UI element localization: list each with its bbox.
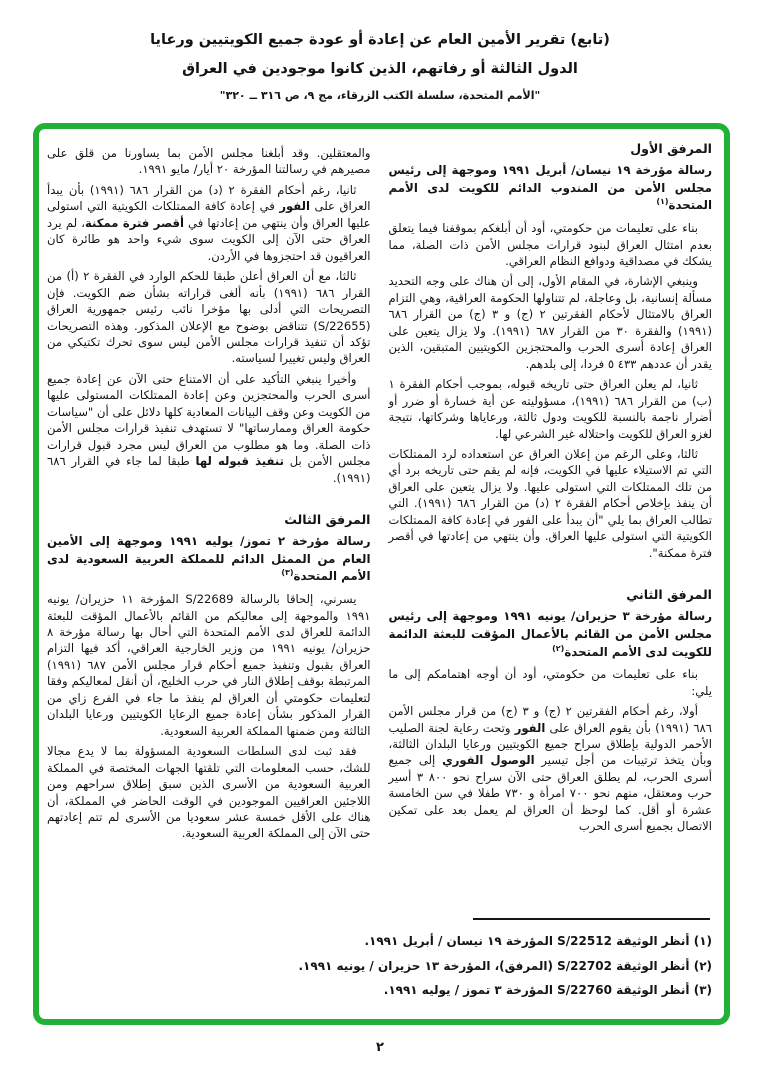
text-run: بناء على تعليمات من حكومتي، أود أن أوجه اهتمامكم إلى ما يلي: (388, 667, 712, 698)
text-run: ثانيا، رغم أحكام الفقرة ٢ (د) من القرار ٦٨٦ (١٩٩١) بأن يبدأ العراق على (47, 182, 371, 214)
footnote-reference-marker: (٢) (552, 643, 565, 653)
column-left (47, 141, 371, 913)
text-run: رسالة مؤرخة ٣ حزيران/ يونيه ١٩٩١ وموجهة إلى رئيس مجلس الأمن من القائم بالأعمال المؤقت للبعثة الدائمة للكويت لدى الأمم المتحدة (388, 609, 712, 659)
header-title-line-1: (تابع) تقرير الأمين العام عن إعادة أو عودة جميع الكويتيين ورعايا (150, 32, 610, 48)
text-run: يسرني، إلحاقا بالرسالة S/22689 المؤرخة ١١ حزيران/ يونيه ١٩٩١ والموجهة إلى معاليكم من القائم بالأعمال المؤقت للبعثة الدائمة للعراق لدى الأمم المتحدة التي أحال بها رسالة مؤرخة ٨ حزيران/ يونيه ١٩٩١ من وزير الخارجية العراقي، أكد فيها التزام العراق بقبول وتنفيذ جميع أحكام قرار مجلس الأمن ٦٨٧ (١٩٩١) المرتبطة بوقف إطلاق النار في حرب الخليج، أن أنقل لمعاليكم وفقا لتعليمات حكومتي أن العراق لم ينفذ ما جاء في الفرع زاي من القرار المذكور بشأن إعادة جميع الرعايا الكويتيين ورعايا البلدان الثالثة ومن ضمنها المملكة العربية السعودية. (47, 592, 371, 738)
text-run: ثالثا، وعلى الرغم من إعلان العراق عن استعداده لرد الممتلكات التي تم الاستيلاء عليها في الكويت، فإنه لم يقم حتى تاريخه برد أي من تلك الممتلكات التي استولى عليها. ولا يزال يتعين على العراق أن ينفذ بإخلاص أحكام الفقرة ٢ (د) من القرار ٦٨٦ (١٩٩١). التي تطالب العراق بما يلي "أن يبدأ على الفور في إعادة كافة الممتلكات الكويتية التي استولى عليها العراق. وأن ينتهي من إعادتها في أقصر فترة ممكنة". (388, 446, 712, 560)
body-paragraph (389, 446, 713, 561)
page-number: ٢ (376, 1040, 384, 1055)
body-paragraph (389, 273, 713, 372)
letter-heading (389, 162, 713, 215)
text-run: والمعتقلين. وقد أبلغنا مجلس الأمن بما يساورنا من قلق على مصيرهم في رسالتنا المؤرخة ٢٠ أيار/ مايو ١٩٩١. (47, 146, 371, 177)
footnote-list (51, 929, 712, 1003)
body-paragraph (389, 376, 713, 442)
body-paragraph (47, 182, 371, 264)
body-paragraph (47, 371, 371, 486)
two-column-text-area (47, 141, 712, 913)
text-run: وأخيرا ينبغي التأكيد على أن الامتناع حتى الآن عن إعادة جميع أسرى الحرب والمحتجزين وعن إعادة الممتلكات المستولى عليها من الكويت وعن وقف البيانات المعادية كلها دلائل على أن "سياسات حكومة العراق وممارساتها" لا تستهدف تنفيذ قرارات مجلس الأمن ذات الصلة. وما هو مطلوب من العراق ليس مجرد قبول قرارات مجلس الأمن بل (47, 371, 371, 469)
footnote-item: (١) أنظر الوثيقة S/22512 المؤرخة ١٩ نيسان / أبريل ١٩٩١. (364, 934, 712, 949)
text-run: تنفيذ قبوله لها (195, 454, 284, 469)
text-run: أقصر فترة ممكنة (84, 215, 184, 230)
footnote-item: (٢) أنظر الوثيقة S/22702 (المرفق)، المؤرخة ١٣ حزيران / يونيه ١٩٩١. (298, 958, 712, 973)
text-run: فقد ثبت لدى السلطات السعودية المسؤولة بما لا يدع مجالا للشك، حسب المعلومات التي تلقتها الجهات المختصة في المملكة العربية السعودية من الأسرى الذين سبق إطلاق سراحهم ومن اللاجئين العراقيين الموجودين في الوقت الحاضر في المملكة، أن هناك على الأقل خمسة عشر سعوديا من الأسرى لم تتم إعادتهم حتى الآن إلى المملكة العربية السعودية. (47, 744, 371, 841)
header-title-line-2: الدول الثالثة أو رفاتهم، الذين كانوا موجودين في العراق (182, 61, 578, 77)
body-paragraph (389, 666, 713, 699)
annex-heading: المرفق الأول (630, 141, 712, 156)
body-paragraph (47, 591, 371, 739)
column-right (389, 141, 713, 913)
body-paragraph (47, 743, 371, 842)
text-run: ، لم يرد العراق حتى الآن إلى الكويت سوى شيء واحد هو طائرة كان العراقيون قد احتجزوها في الأردن. (47, 215, 371, 263)
footnote-separator-rule (473, 918, 710, 920)
text-run: بناء على تعليمات من حكومتي، أود أن أبلغكم بموقفنا فيما يتعلق بعدم امتثال العراق لبنود قرارات مجلس الأمن ذات الصلة، مما يشكك في مصداقية ودوافع النظام العراقي. (388, 221, 712, 268)
text-run: الوصول الفوري (442, 753, 535, 768)
text-run: ثانيا، لم يعلن العراق حتى تاريخه قبوله، بموجب أحكام الفقرة ١ (ب) من القرار ٦٨٦ (١٩٩١)، مسؤوليته عن أية خسارة أو ضرر أو أضرار ناجمة بالنسبة للكويت ودول ثالثة، ورعاياها وشركاتها، نتيجة لغزو العراق للكويت واحتلاله غير الشرعي لها. (388, 377, 712, 441)
footnote-item: (٣) أنظر الوثيقة S/22760 المؤرخة ٣ تموز / يوليه ١٩٩١. (383, 983, 712, 998)
green-border-frame (33, 123, 730, 1025)
text-run: أولا، رغم أحكام الفقرتين ٢ (ج) و ٣ (ج) من قرار مجلس الأمن ٦٨٦ (١٩٩١) بأن يقوم العراق على (388, 704, 712, 735)
header-source-citation: "الأمم المتحدة، سلسلة الكتب الزرقاء، مج ٩، ص ٣١٦ ــ ٣٢٠" (219, 89, 541, 102)
text-run: طبقا لما جاء في القرار ٦٨٦ (١٩٩١). (47, 454, 371, 485)
body-paragraph (47, 268, 371, 367)
body-paragraph (389, 220, 713, 269)
body-paragraph (389, 703, 713, 835)
text-run: إلى جميع أسرى الحرب، لم يطلق العراق حتى الآن سراح نحو ٣ ٨٠٠ أسير حرب ومعتقل، منهم نحو ٧٠٠ امرأة و ٧٣٠ طفلا في سن الخامسة عشرة أو أقل. كما لوحظ أن العراق لم يعمل بعد على تمكين الاتصال بجميع أسرى الحرب (388, 753, 712, 834)
footnote-reference-marker: (٣) (281, 568, 294, 578)
text-run: الفور (279, 199, 310, 214)
text-run: في إعادة كافة الممتلكات الكويتية التي استولى عليها العراق وأن ينتهي من إعادتها في (47, 199, 371, 230)
annex-heading: المرفق الثالث (284, 512, 371, 528)
letter-heading (389, 608, 713, 661)
text-run: الفور (514, 720, 546, 735)
letter-heading (47, 533, 371, 586)
text-run: رسالة مؤرخة ٢ تموز/ يوليه ١٩٩١ وموجهة إلى الأمين العام من الممثل الدائم للمملكة العربية السعودية لدى الأمم المتحدة (47, 534, 371, 584)
text-run: رسالة مؤرخة ١٩ نيسان/ أبريل ١٩٩١ وموجهة إلى رئيس مجلس الأمن من المندوب الدائم للكويت لدى الأمم المتحدة (388, 163, 712, 213)
footnotes-section (51, 918, 712, 1003)
text-run: وتحت رعاية لجنة الصليب الأحمر الدولية بإطلاق سراح جميع الكويتيين ورعايا البلدان الثالثة، وبأن يتخذ ترتيبات من أجل تيسير (388, 720, 712, 768)
annex-heading: المرفق الثاني (626, 587, 712, 603)
page-header (0, 26, 760, 102)
text-run: ثالثا، مع أن العراق أعلن طبقا للحكم الوارد في الفقرة ٢ (أ) من القرار ٦٨٦ (١٩٩١) بأنه ألغى قراراته بشأن ضم الكويت. فإن التصريحات التي أدلى بها مؤخرا نائب رئيس جمهورية العراق (S/22655) تتناقض بوضوح مع الإعلان المذكور. وهذه التصريحات تؤكد أن تنفيذ قرارات مجلس الأمن ليس سوى تحرك تكتيكي من العراق وليس تغييرا لسياسته. (47, 269, 371, 366)
footnote-reference-marker: (١) (656, 197, 669, 207)
body-paragraph (47, 145, 371, 178)
text-run: وينبغي الإشارة، في المقام الأول، إلى أن هناك على وجه التحديد مسألة إنسانية، بل وعاجلة، لم تتناولها الحكومة العراقية، وهي التزام العراق بالامتثال لأحكام الفقرتين ٢ (ج) و ٣ (ج) من القرار ٦٨٦ (١٩٩١) والفقرة ٣٠ من القرار ٦٨٧ (١٩٩١). ولا يزال يتعين على العراق إعادة أسرى الحرب والمحتجزين الكويتيين المتبقين، الذين يقدر أن عددهم ٥ ٤٣٣ فردا، إلى بلدهم. (388, 274, 712, 371)
